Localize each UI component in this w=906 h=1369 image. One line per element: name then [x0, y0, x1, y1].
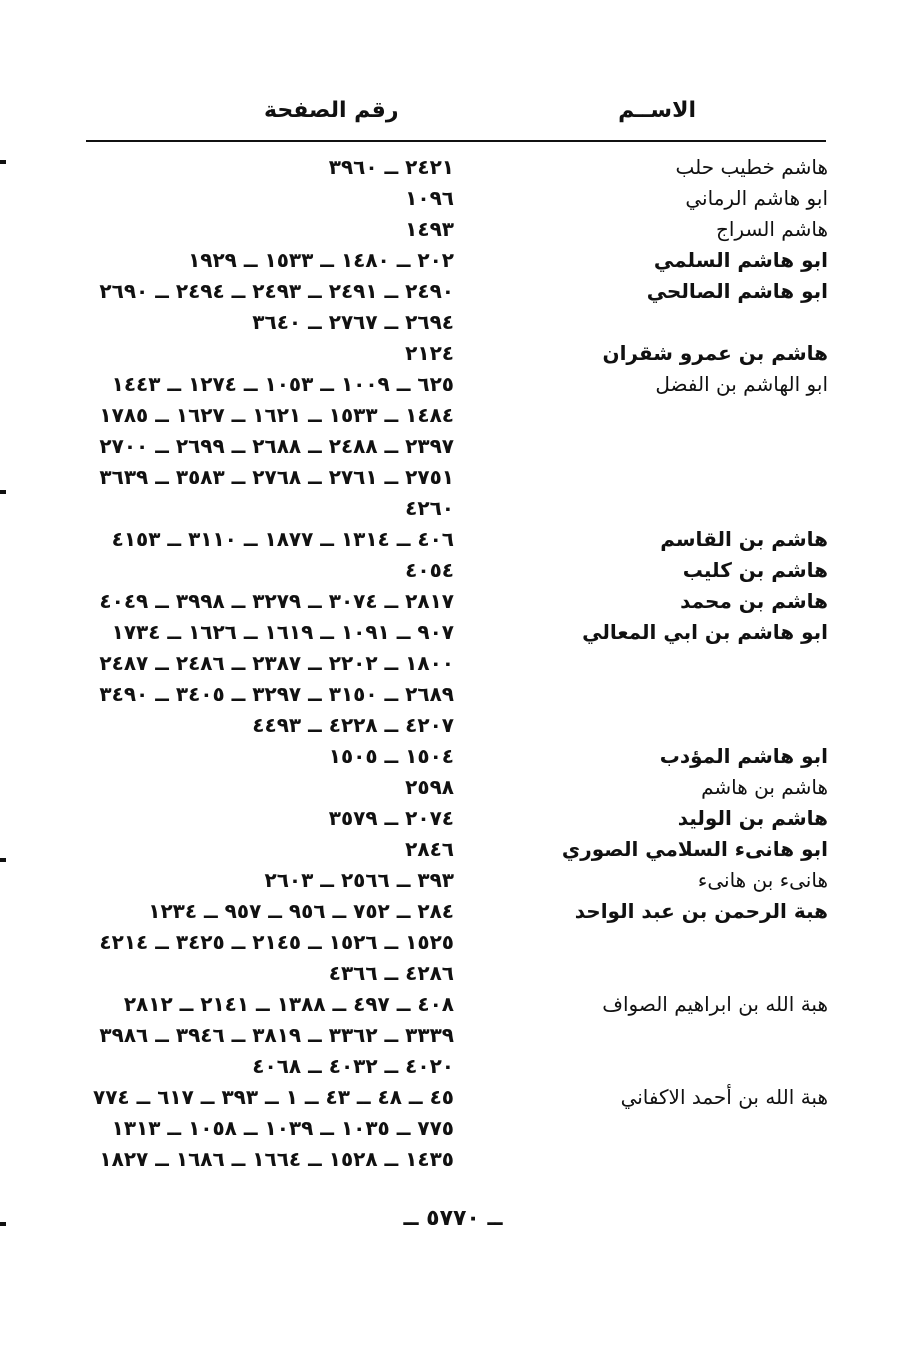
index-row	[0, 617, 906, 648]
entry-page-numbers: ٢٨١٧ ــ ٣٠٧٤ ــ ٣٢٧٩ ــ ٣٩٩٨ ــ ٤٠٤٩	[99, 589, 454, 613]
margin-mark	[0, 160, 6, 164]
entry-page-numbers: ٢٠٧٤ ــ ٣٥٧٩	[328, 806, 454, 830]
entry-page-numbers: ٢٤٩٠ ــ ٢٤٩١ ــ ٢٤٩٣ ــ ٢٤٩٤ ــ ٢٦٩٠	[99, 279, 454, 303]
index-row	[0, 214, 906, 245]
margin-mark	[0, 490, 6, 494]
entry-page-numbers: ٢٧٥١ ــ ٢٧٦١ ــ ٢٧٦٨ ــ ٣٥٨٣ ــ ٣٦٣٩	[99, 465, 454, 489]
index-row	[0, 958, 906, 989]
entry-page-numbers: ٢٤٢١ ــ ٣٩٦٠	[328, 155, 454, 179]
entry-name: ابو هاشم المؤدب	[659, 744, 828, 768]
entry-page-numbers: ٤٢٠٧ ــ ٤٢٢٨ ــ ٤٤٩٣	[252, 713, 454, 737]
index-row	[0, 927, 906, 958]
index-row	[0, 741, 906, 772]
index-row	[0, 183, 906, 214]
entry-name: ابو هانىء السلامي الصوري	[561, 837, 828, 861]
index-row	[0, 307, 906, 338]
page-footer-number: ــ ٥٧٧٠ ــ	[403, 1206, 503, 1231]
entry-name: هاشم السراج	[715, 217, 828, 241]
entry-page-numbers: ٩٠٧ ــ ١٠٩١ ــ ١٦١٩ ــ ١٦٢٦ ــ ١٧٣٤	[111, 620, 454, 644]
header-rule	[86, 140, 826, 142]
entry-page-numbers: ٤٢٦٠	[405, 496, 454, 520]
entry-page-numbers: ٤٢٨٦ ــ ٤٣٦٦	[328, 961, 454, 985]
entry-page-numbers: ١٥٢٥ ــ ١٥٢٦ ــ ٢١٤٥ ــ ٣٤٢٥ ــ ٤٢١٤	[99, 930, 454, 954]
entry-name: ابو هاشم بن ابي المعالي	[582, 620, 828, 644]
index-row	[0, 245, 906, 276]
entry-name: هاشم بن هاشم	[701, 775, 828, 799]
entry-name: ابو هاشم الرماني	[685, 186, 828, 210]
index-row	[0, 648, 906, 679]
margin-mark	[0, 1222, 6, 1226]
index-row	[0, 989, 906, 1020]
entry-page-numbers: ٤٠٦ ــ ١٣١٤ ــ ١٨٧٧ ــ ٣١١٠ ــ ٤١٥٣	[111, 527, 454, 551]
entry-name: ابو هاشم السلمي	[653, 248, 828, 272]
entry-page-numbers: ٢٥٩٨	[405, 775, 454, 799]
entry-page-numbers: ٦٢٥ ــ ١٠٠٩ ــ ١٠٥٣ ــ ١٢٧٤ ــ ١٤٤٣	[111, 372, 454, 396]
entry-page-numbers: ٢٦٩٤ ــ ٢٧٦٧ ــ ٣٦٤٠	[252, 310, 454, 334]
index-row	[0, 1144, 906, 1175]
entry-page-numbers: ١٤٨٤ ــ ١٥٣٣ ــ ١٦٢١ ــ ١٦٢٧ ــ ١٧٨٥	[99, 403, 454, 427]
entry-page-numbers: ٤٠٨ ــ ٤٩٧ ــ ١٣٨٨ ــ ٢١٤١ ــ ٢٨١٢	[123, 992, 454, 1016]
index-row	[0, 1051, 906, 1082]
entry-page-numbers: ٢٣٩٧ ــ ٢٤٨٨ ــ ٢٦٨٨ ــ ٢٦٩٩ ــ ٢٧٠٠	[99, 434, 454, 458]
index-row	[0, 803, 906, 834]
index-row	[0, 431, 906, 462]
entry-page-numbers: ٢٨٤ ــ ٧٥٢ ــ ٩٥٦ ــ ٩٥٧ ــ ١٢٣٤	[148, 899, 454, 923]
entry-name: ابو هاشم الصالحي	[646, 279, 828, 303]
entry-page-numbers: ٢٨٤٦	[405, 837, 454, 861]
entry-page-numbers: ١٤٩٣	[405, 217, 454, 241]
entry-page-numbers: ٣٣٣٩ ــ ٣٣٦٢ ــ ٣٨١٩ ــ ٣٩٤٦ ــ ٣٩٨٦	[99, 1023, 454, 1047]
entry-name: هاشم بن كليب	[682, 558, 828, 582]
entry-name: هاشم بن القاسم	[660, 527, 828, 551]
entry-page-numbers: ٤٥ ــ ٤٨ ــ ٤٣ ــ ١ ــ ٣٩٣ ــ ٦١٧ ــ ٧٧٤	[92, 1085, 454, 1109]
entry-page-numbers: ٢٠٢ ــ ١٤٨٠ ــ ١٥٣٣ ــ ١٩٢٩	[188, 248, 454, 272]
index-row	[0, 865, 906, 896]
index-row	[0, 896, 906, 927]
index-row	[0, 1020, 906, 1051]
index-row	[0, 1113, 906, 1144]
name-column-header: الاســم	[618, 98, 696, 123]
index-row	[0, 276, 906, 307]
index-row	[0, 586, 906, 617]
margin-mark	[0, 858, 6, 862]
entry-page-numbers: ٢٦٨٩ ــ ٣١٥٠ ــ ٣٢٩٧ ــ ٣٤٠٥ ــ ٣٤٩٠	[99, 682, 454, 706]
index-row	[0, 555, 906, 586]
entry-name: هبة الله بن ابراهيم الصواف	[602, 992, 828, 1016]
entry-name: هاشم بن محمد	[680, 589, 828, 613]
page-number-column-header: رقم الصفحة	[264, 98, 399, 123]
index-entries	[0, 152, 906, 1175]
entry-name: هاشم بن الوليد	[677, 806, 828, 830]
index-row	[0, 462, 906, 493]
index-row	[0, 369, 906, 400]
entry-page-numbers: ١٨٠٠ ــ ٢٢٠٢ ــ ٢٣٨٧ ــ ٢٤٨٦ ــ ٢٤٨٧	[99, 651, 454, 675]
entry-page-numbers: ١٠٩٦	[405, 186, 454, 210]
index-row	[0, 710, 906, 741]
entry-page-numbers: ٢١٢٤	[405, 341, 454, 365]
entry-page-numbers: ٧٧٥ ــ ١٠٣٥ ــ ١٠٣٩ ــ ١٠٥٨ ــ ١٣١٣	[111, 1116, 454, 1140]
entry-page-numbers: ٤٠٢٠ ــ ٤٠٣٢ ــ ٤٠٦٨	[252, 1054, 454, 1078]
entry-name: هاشم بن عمرو شقران	[602, 341, 828, 365]
entry-page-numbers: ١٥٠٤ ــ ١٥٠٥	[328, 744, 454, 768]
entry-name: ابو الهاشم بن الفضل	[655, 372, 828, 396]
entry-page-numbers: ٤٠٥٤	[405, 558, 454, 582]
entry-page-numbers: ١٤٣٥ ــ ١٥٢٨ ــ ١٦٦٤ ــ ١٦٨٦ ــ ١٨٢٧	[99, 1147, 454, 1171]
index-row	[0, 493, 906, 524]
entry-name: هبة الله بن أحمد الاكفاني	[620, 1085, 828, 1109]
entry-name: هاشم خطيب حلب	[675, 155, 828, 179]
entry-name: هبة الرحمن بن عبد الواحد	[574, 899, 828, 923]
index-row	[0, 152, 906, 183]
index-row	[0, 772, 906, 803]
entry-page-numbers: ٣٩٣ ــ ٢٥٦٦ ــ ٢٦٠٣	[264, 868, 454, 892]
index-row	[0, 679, 906, 710]
index-row	[0, 400, 906, 431]
index-row	[0, 338, 906, 369]
entry-name: هانىء بن هانىء	[697, 868, 828, 892]
index-row	[0, 834, 906, 865]
index-row	[0, 524, 906, 555]
index-row	[0, 1082, 906, 1113]
